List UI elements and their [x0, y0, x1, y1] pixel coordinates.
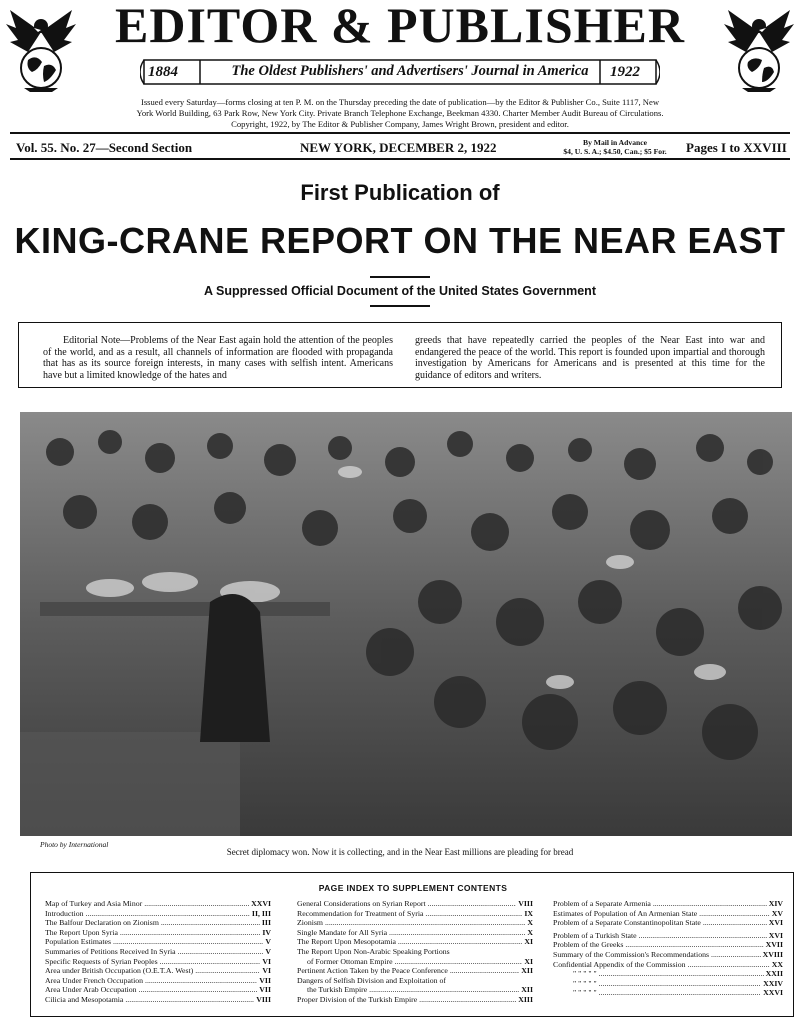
subscription-rates — [545, 138, 685, 156]
entry-page: IX — [524, 908, 533, 918]
index-entry — [297, 957, 533, 967]
index-entry — [45, 909, 271, 919]
entry-page: III — [261, 918, 271, 928]
entry-label: Single Mandate for All Syria ..... — [297, 928, 525, 938]
index-entry — [553, 940, 783, 950]
entry-page: XXII — [765, 969, 783, 979]
entry-label: Dangers of Selfish Division and Exploitation of — [297, 975, 446, 985]
page-range: Pages I to XXVIII — [686, 140, 787, 155]
current-year: 1922 — [610, 64, 640, 80]
index-entry — [45, 985, 271, 995]
mail-line-1: By Mail in Advance — [583, 138, 647, 147]
entry-label: Proper Division of the Turkish Empire ..... — [297, 995, 516, 1005]
entry-label: The Report Upon Syria ..... — [45, 928, 260, 938]
eagle-globe-emblem-icon — [4, 2, 78, 94]
index-entry — [553, 979, 783, 989]
entry-label: " " " " " ..... — [553, 969, 764, 979]
eagle-globe-emblem-icon — [722, 2, 796, 94]
masthead-title: EDITOR & PUBLISHER — [115, 0, 685, 53]
bottom-rule — [10, 158, 790, 160]
index-entry — [297, 899, 533, 909]
entry-page: XV — [771, 908, 783, 918]
entry-page: XVI — [768, 918, 783, 928]
page-index-box — [30, 872, 794, 1017]
entry-page: XVII — [765, 940, 783, 950]
index-entry — [297, 909, 533, 919]
index-entry — [45, 918, 271, 928]
entry-label: Problem of a Separate Armenia ..... — [553, 899, 767, 909]
index-entry — [553, 899, 783, 909]
index-column-3 — [553, 899, 783, 998]
masthead — [0, 0, 800, 100]
entry-label: Problem of a Turkish State ..... — [553, 931, 767, 941]
entry-page: VII — [259, 975, 271, 985]
index-entry — [297, 966, 533, 976]
index-entry — [45, 947, 271, 957]
entry-page: XI — [524, 937, 533, 947]
top-rule — [10, 132, 790, 134]
index-entry — [45, 995, 271, 1005]
index-entry — [297, 918, 533, 928]
index-entry — [45, 966, 271, 976]
entry-page: VI — [262, 956, 271, 966]
editorial-note-right: greeds that have repeatedly carried the peoples of the Near East into war and endangered the peace of the world. This report is founded upon impartial and thorough investigation by Americans for Americans and is presented at this time for the guidance of editors and writers. — [415, 335, 765, 381]
entry-page: VIII — [518, 899, 533, 908]
entry-label: The Report Upon Mesopotamia ..... — [297, 937, 522, 947]
entry-label: Area Under Arab Occupation ..... — [45, 985, 257, 995]
entry-page: V — [265, 937, 271, 947]
entry-page: VII — [259, 985, 271, 995]
page-index-title: PAGE INDEX TO SUPPLEMENT CONTENTS — [318, 883, 508, 893]
index-entry — [297, 976, 533, 986]
index-entry — [553, 950, 783, 960]
index-entry — [553, 969, 783, 979]
entry-page: X — [527, 918, 533, 928]
index-entry — [553, 931, 783, 941]
entry-page: XXVI — [763, 988, 783, 998]
index-entry — [297, 937, 533, 947]
entry-label: Population Estimates ..... — [45, 937, 263, 947]
entry-label: General Considerations on Syrian Report ..... — [297, 899, 516, 909]
index-entry — [553, 918, 783, 928]
index-entry — [553, 960, 783, 970]
index-entry — [297, 947, 533, 957]
index-entry — [553, 988, 783, 998]
index-entry — [45, 957, 271, 967]
entry-label: The Report Upon Non-Arabic Speaking Portions — [297, 946, 450, 956]
entry-page: XVIII — [762, 949, 783, 959]
entry-page: II, III — [251, 908, 271, 918]
pre-headline: First Publication of — [300, 180, 500, 205]
entry-label: Problem of a Separate Constantinopolitan State ..... — [553, 918, 767, 928]
entry-page: XX — [771, 959, 783, 969]
founding-year: 1884 — [148, 64, 178, 80]
entry-page: XI — [524, 956, 533, 966]
place-and-date: NEW YORK, DECEMBER 2, 1922 — [300, 140, 497, 155]
index-entry — [45, 976, 271, 986]
main-headline: KING-CRANE REPORT ON THE NEAR EAST — [14, 220, 786, 261]
headline-rule — [370, 276, 430, 278]
entry-page: XVI — [768, 930, 783, 940]
entry-label: Zionism ..... — [297, 918, 525, 928]
entry-label: The Balfour Declaration on Zionism ..... — [45, 918, 260, 928]
entry-label: Problem of the Greeks ..... — [553, 940, 764, 950]
index-entry — [553, 909, 783, 919]
index-entry — [297, 928, 533, 938]
entry-label: " " " " " ..... — [553, 988, 761, 998]
entry-page: XIV — [768, 899, 783, 908]
photo-caption: Secret diplomacy won. Now it is collecting, and in the Near East millions are pleading for bread — [226, 847, 574, 857]
entry-page: IV — [262, 927, 271, 937]
entry-label: Cilicia and Mesopotamia ..... — [45, 995, 254, 1005]
entry-page: XII — [521, 966, 533, 976]
entry-label: Specific Requests of Syrian Peoples ..... — [45, 957, 260, 967]
entry-label: Map of Turkey and Asia Minor ..... — [45, 899, 249, 909]
crowd-photograph — [20, 412, 792, 836]
entry-page: XIII — [518, 994, 533, 1004]
entry-label: Estimates of Population of An Armenian State ..... — [553, 909, 770, 919]
entry-label: Pertinent Action Taken by the Peace Conference ..... — [297, 966, 519, 976]
index-entry — [45, 937, 271, 947]
entry-label: the Turkish Empire ..... — [297, 985, 519, 995]
entry-label: of Former Ottoman Empire ..... — [297, 957, 522, 967]
editorial-note-box — [18, 322, 782, 388]
entry-page: VIII — [256, 994, 271, 1004]
copyright-line: Copyright, 1922, by The Editor & Publisher Company, James Wright Brown, president and editor. — [231, 119, 569, 129]
entry-page: X — [527, 927, 533, 937]
sub-headline: A Suppressed Official Document of the United States Government — [204, 284, 596, 298]
entry-label: Confidential Appendix of the Commission ..... — [553, 960, 770, 970]
publication-notice — [60, 97, 740, 130]
entry-label: Summaries of Petitions Received In Syria ..... — [45, 947, 263, 957]
index-entry — [45, 899, 271, 909]
index-entry — [45, 928, 271, 938]
entry-page — [531, 947, 533, 957]
editorial-note-left: Editorial Note—Problems of the Near East again hold the attention of the peoples of the world, and as a result, all channels of information are flooded with propaganda that has as its source foreign interests, in many cases with selfish intent. Americans have but a limited knowledge of the hates and — [43, 335, 393, 381]
issued-line-1: Issued every Saturday—forms closing at ten P. M. on the Thursday preceding the date of publication—by the Editor & Publisher Co., Suite 1117, New — [140, 97, 660, 107]
index-column-2 — [297, 899, 533, 1005]
entry-label: Introduction ..... — [45, 909, 250, 919]
entry-page: XXIV — [763, 978, 783, 988]
issued-line-2: York World Building, 63 Park Row, New York City. Private Branch Telephone Exchange, Beekman 4330. Charter Member Audit Bureau of Circulations. — [136, 108, 664, 118]
mail-line-2: $4, U. S. A.; $4.50, Can.; $5 For. — [563, 147, 667, 156]
volume-number: Vol. 55. No. 27—Second Section — [16, 140, 193, 155]
entry-page: XXVI — [251, 899, 271, 908]
entry-label: Summary of the Commission's Recommendations ..... — [553, 950, 761, 960]
masthead-banner — [140, 54, 660, 88]
entry-label: Area under British Occupation (O.E.T.A. West) ..... — [45, 966, 260, 976]
entry-label: Recommendation for Treatment of Syria ..... — [297, 909, 522, 919]
entry-page: XII — [521, 985, 533, 995]
photo-credit: Photo by International — [40, 840, 109, 849]
index-entry — [297, 985, 533, 995]
entry-label: Area Under French Occupation ..... — [45, 976, 257, 986]
index-column-1 — [45, 899, 271, 1005]
entry-label: " " " " " ..... — [553, 979, 761, 989]
entry-page: V — [265, 946, 271, 956]
index-entry — [297, 995, 533, 1005]
masthead-tagline: The Oldest Publishers' and Advertisers' Journal in America — [231, 63, 589, 79]
entry-page — [531, 976, 533, 986]
subheadline-rule — [370, 305, 430, 307]
entry-page: VI — [262, 966, 271, 976]
